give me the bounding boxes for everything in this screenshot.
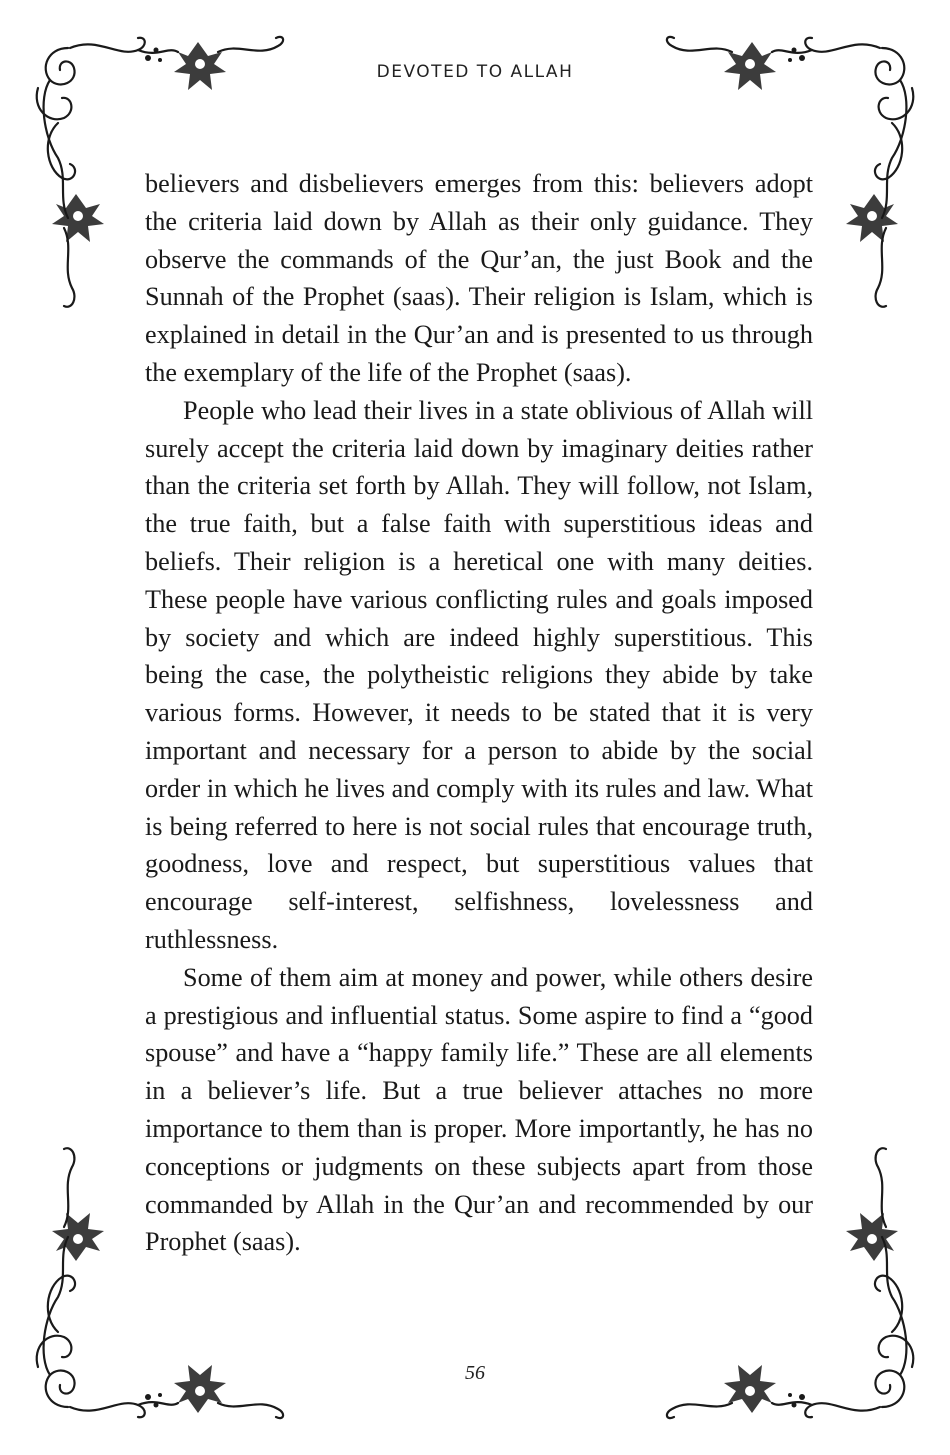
paragraph: believers and disbelievers emerges from this: believers adopt the criteria laid down by Allah as their only guidance. They observe the commands of the Qur’an, the just Book and the Sunnah of the Prophet (saas). Their religion is Islam, which is explained in detail in the Qur’an and is presented to us through the exemplary of the life of the Prophet (saas). xyxy=(145,169,813,387)
body-text xyxy=(145,165,813,1261)
paragraph: People who lead their lives in a state oblivious of Allah will surely accept the criteria laid down by imaginary deities rather than the criteria set forth by Allah. They will follow, not Islam, the true faith, but a false faith with superstitious ideas and beliefs. Their religion is a heretical one with many deities. These people have various conflicting rules and goals imposed by society and which are indeed highly superstitious. This being the case, the polytheistic religions they abide by take various forms. However, it needs to be stated that it is very important and necessary for a person to abide by the social order in which he lives and comply with its rules and law. What is being referred to here is not social rules that encourage truth, goodness, love and respect, but superstitious values that encourage self-interest, selfishness, lovelessness and ruthlessness. xyxy=(145,395,813,954)
page-number: 56 xyxy=(465,1362,485,1384)
running-header: DEVOTED TO ALLAH xyxy=(376,62,574,82)
paragraph: Some of them aim at money and power, while others desire a prestigious and influential status. Some aspire to find a “good spouse” and have a “happy family life.” These are all elements in a believer’s life. But a true believer attaches no more importance to them than is proper. More importantly, he has no conceptions or judgments on these subjects apart from those commanded by Allah in the Qur’an and recommended by our Prophet (saas). xyxy=(145,962,813,1257)
